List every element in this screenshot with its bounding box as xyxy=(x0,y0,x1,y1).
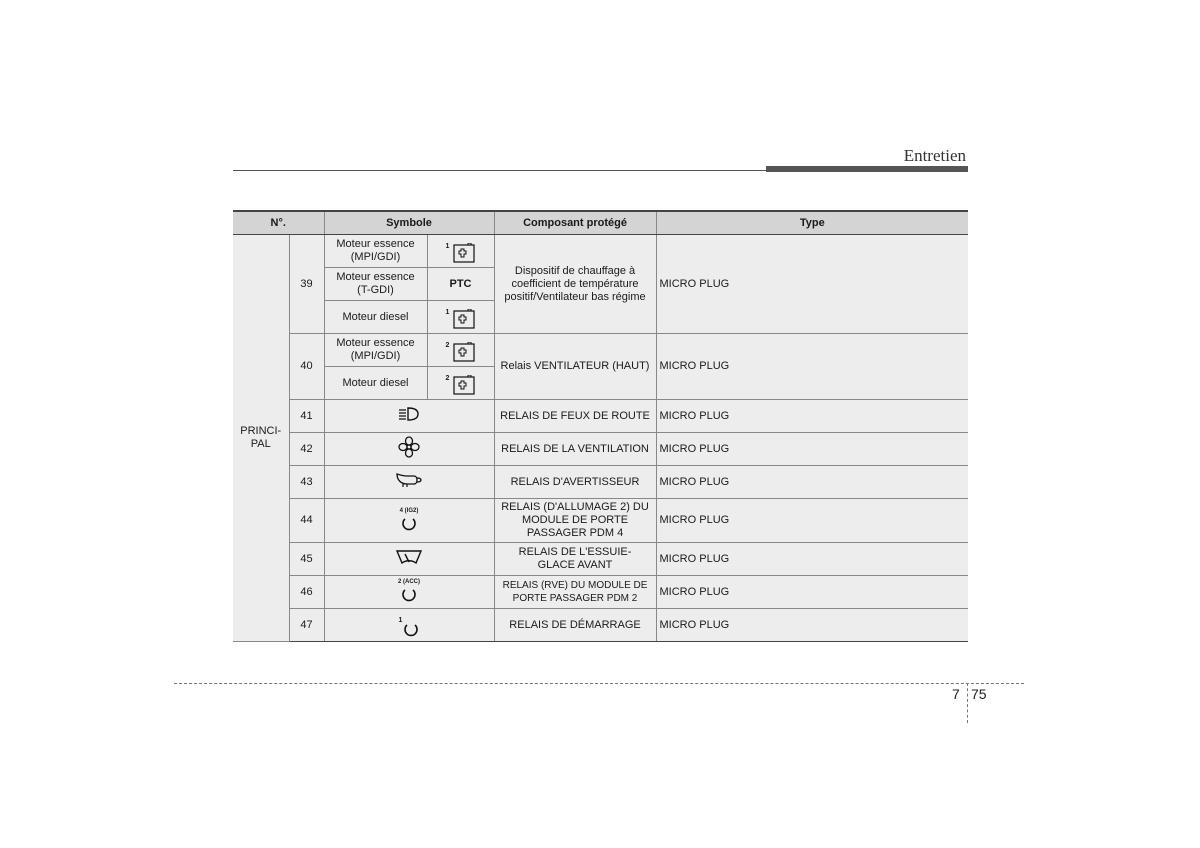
section-title: Entretien xyxy=(903,146,966,165)
page-number: 75 xyxy=(971,686,987,702)
relay-box-icon xyxy=(453,342,475,362)
header-bar xyxy=(766,166,968,172)
table-row xyxy=(233,543,968,576)
engine-variant-label: Moteur essence (MPI/GDI) xyxy=(324,334,427,367)
fuse-number: 44 xyxy=(289,499,324,543)
symbol-number: 2 xyxy=(445,342,450,349)
table-row xyxy=(233,400,968,433)
symbol-cell xyxy=(427,235,494,268)
symbol-cell xyxy=(427,334,494,367)
fuse-number: 40 xyxy=(289,334,324,400)
ignition-icon xyxy=(401,515,417,531)
fuse-type: MICRO PLUG xyxy=(656,235,968,334)
engine-variant-label: Moteur essence (T-GDI) xyxy=(324,268,427,301)
fan-icon xyxy=(398,436,420,458)
protected-component: Dispositif de chauffage à coefficient de température positif/Ventilateur bas régime xyxy=(494,235,656,334)
table-row xyxy=(233,609,968,642)
symbol-cell xyxy=(427,301,494,334)
ptc-label: PTC xyxy=(427,268,494,301)
symbol-cell xyxy=(324,466,494,499)
protected-component: RELAIS DE FEUX DE ROUTE xyxy=(494,400,656,433)
relay-box-icon xyxy=(453,243,475,263)
relay-box-icon xyxy=(453,375,475,395)
fuse-type: MICRO PLUG xyxy=(656,433,968,466)
horn-icon xyxy=(395,471,423,489)
symbol-cell xyxy=(324,543,494,576)
symbol-number: 1 xyxy=(445,309,450,316)
header-type: Type xyxy=(656,211,968,235)
chapter-number: 7 xyxy=(952,686,960,702)
fuse-number: 45 xyxy=(289,543,324,576)
fuse-number: 46 xyxy=(289,576,324,609)
fuse-number: 39 xyxy=(289,235,324,334)
ignition-icon xyxy=(403,621,419,637)
table-row xyxy=(233,433,968,466)
header-no: N°. xyxy=(233,211,324,235)
footer-rule xyxy=(174,683,1024,684)
table-row xyxy=(233,576,968,609)
symbol-cell xyxy=(324,433,494,466)
protected-component: RELAIS DE L'ESSUIE- GLACE AVANT xyxy=(494,543,656,576)
fuse-table xyxy=(233,210,968,642)
symbol-cell xyxy=(324,576,494,609)
fuse-type: MICRO PLUG xyxy=(656,609,968,642)
fuse-type: MICRO PLUG xyxy=(656,334,968,400)
symbol-cell xyxy=(324,499,494,543)
table-row xyxy=(233,334,968,367)
symbol-cell xyxy=(324,609,494,642)
fuse-type: MICRO PLUG xyxy=(656,576,968,609)
ignition-position-label: 2 (ACC) xyxy=(398,579,420,585)
table-header-row xyxy=(233,211,968,235)
fuse-number: 41 xyxy=(289,400,324,433)
fuse-type: MICRO PLUG xyxy=(656,400,968,433)
table-row xyxy=(233,466,968,499)
header-rule xyxy=(233,170,766,171)
protected-component: RELAIS (RVE) DU MODULE DE PORTE PASSAGER PDM 2 xyxy=(494,576,656,609)
main-fuse-box-label: PRINCI- PAL xyxy=(233,235,289,642)
fuse-number: 43 xyxy=(289,466,324,499)
protected-component: RELAIS (D'ALLUMAGE 2) DU MODULE DE PORTE PASSAGER PDM 4 xyxy=(494,499,656,543)
fuse-number: 47 xyxy=(289,609,324,642)
engine-variant-label: Moteur diesel xyxy=(324,367,427,400)
relay-box-icon xyxy=(453,309,475,329)
symbol-number: 2 xyxy=(445,375,450,382)
fuse-type: MICRO PLUG xyxy=(656,499,968,543)
engine-variant-label: Moteur essence (MPI/GDI) xyxy=(324,235,427,268)
ignition-icon xyxy=(401,586,417,602)
fuse-number: 42 xyxy=(289,433,324,466)
protected-component: RELAIS DE DÉMARRAGE xyxy=(494,609,656,642)
fuse-type: MICRO PLUG xyxy=(656,466,968,499)
ignition-position-label: 4 (IG2) xyxy=(399,507,419,514)
footer-divider xyxy=(967,683,968,723)
header-composant: Composant protégé xyxy=(494,211,656,235)
protected-component: RELAIS DE LA VENTILATION xyxy=(494,433,656,466)
table-row xyxy=(233,235,968,268)
protected-component: Relais VENTILATEUR (HAUT) xyxy=(494,334,656,400)
fuse-type: MICRO PLUG xyxy=(656,543,968,576)
engine-variant-label: Moteur diesel xyxy=(324,301,427,334)
header-symbole: Symbole xyxy=(324,211,494,235)
symbol-cell xyxy=(427,367,494,400)
protected-component: RELAIS D'AVERTISSEUR xyxy=(494,466,656,499)
table-row xyxy=(233,499,968,543)
ignition-position-label: 1 xyxy=(398,617,403,624)
wiper-icon xyxy=(395,548,423,566)
symbol-number: 1 xyxy=(445,243,450,250)
symbol-cell xyxy=(324,400,494,433)
high-beam-icon xyxy=(397,406,421,422)
